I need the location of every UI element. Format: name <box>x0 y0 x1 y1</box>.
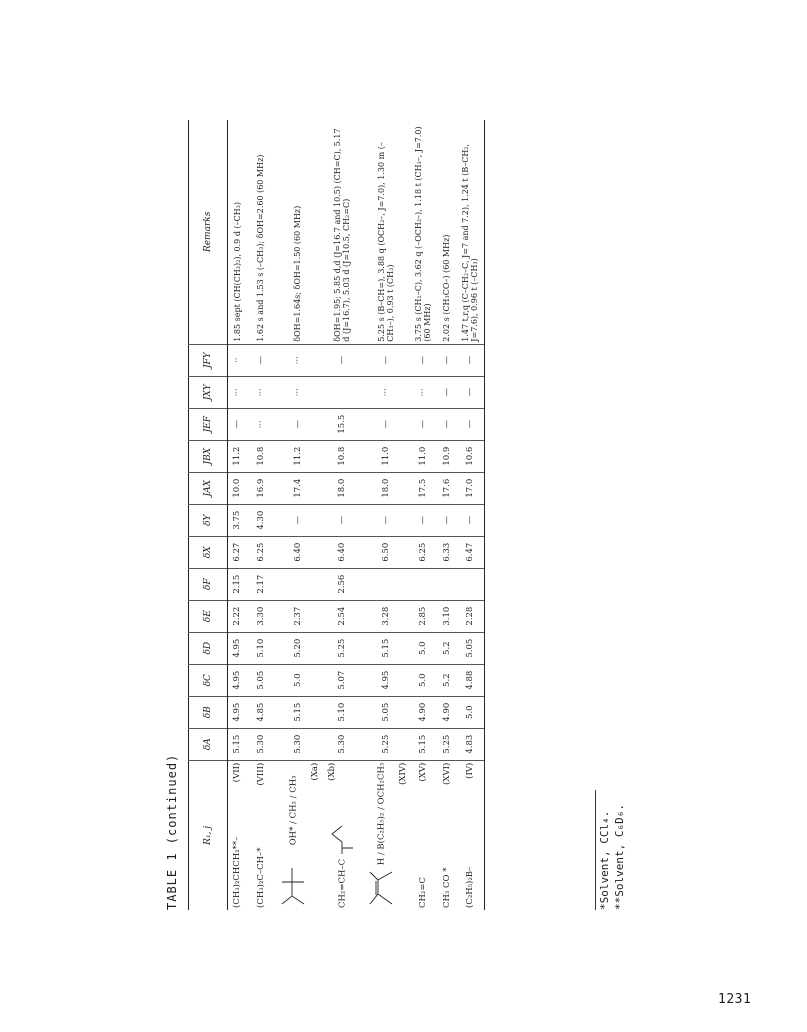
value-cell: ··· <box>275 344 321 376</box>
value-cell: 6.47 <box>456 536 485 568</box>
value-cell: 11.2 <box>228 440 248 472</box>
value-cell: 4.90 <box>409 696 437 728</box>
compound-id: (XVI) <box>441 762 452 785</box>
nmr-data-table <box>188 120 485 910</box>
footnote-divider <box>595 790 596 910</box>
value-cell: 2.17 <box>247 568 275 600</box>
table-row <box>363 120 409 910</box>
value-cell: 3.30 <box>247 600 275 632</box>
value-cell: — <box>228 408 248 440</box>
value-cell: 5.05 <box>363 696 409 728</box>
compound-cell <box>247 760 275 910</box>
col-header-da: δA <box>189 728 228 760</box>
compound-formula: H / B(C₂H₅)₂ / OCH₂CH₃ <box>376 762 387 866</box>
remarks-cell: δOH=1.64s; δOH=1.50 (60 MHz) <box>293 205 303 342</box>
value-cell: 5.25 <box>363 728 409 760</box>
value-cell: 4.88 <box>456 664 485 696</box>
value-cell: 17.0 <box>456 472 485 504</box>
value-cell: 5.0 <box>409 632 437 664</box>
structure-drawing <box>364 868 398 908</box>
value-cell <box>321 376 363 408</box>
rotated-table-block <box>160 115 630 915</box>
compound-cell <box>228 760 248 910</box>
compound-id: (XV) <box>418 762 429 782</box>
page-number: 1231 <box>718 992 752 1007</box>
col-header-jax: JAX <box>189 472 228 504</box>
value-cell: — <box>456 376 485 408</box>
value-cell: 11.0 <box>363 440 409 472</box>
value-cell: ·· <box>228 344 248 376</box>
value-cell: 3.75 <box>228 504 248 536</box>
value-cell: 16.9 <box>247 472 275 504</box>
compound-cell <box>363 760 409 910</box>
value-cell: 3.10 <box>437 600 456 632</box>
value-cell <box>456 568 485 600</box>
value-cell: — <box>363 408 409 440</box>
col-header-de: δE <box>189 600 228 632</box>
value-cell: 10.6 <box>456 440 485 472</box>
value-cell: 4.95 <box>228 664 248 696</box>
value-cell: — <box>437 376 456 408</box>
value-cell: 5.30 <box>321 728 363 760</box>
compound-formula: CH₃ CO * <box>441 867 452 908</box>
value-cell: ··· <box>363 376 409 408</box>
value-cell: 5.20 <box>275 632 321 664</box>
table-title: TABLE 1 (continued) <box>165 753 179 910</box>
col-header-jxy: JXY <box>189 376 228 408</box>
col-header-dx: δX <box>189 536 228 568</box>
value-cell: 5.0 <box>275 664 321 696</box>
compound-formula: CH₂=CH–C <box>337 858 348 908</box>
table-row <box>247 120 275 910</box>
value-cell: 18.0 <box>363 472 409 504</box>
value-cell: — <box>409 344 437 376</box>
value-cell: 6.50 <box>363 536 409 568</box>
value-cell: 4.83 <box>456 728 485 760</box>
value-cell: 17.4 <box>275 472 321 504</box>
table-row <box>321 120 363 910</box>
value-cell: — <box>437 504 456 536</box>
value-cell: — <box>247 344 275 376</box>
value-cell: 5.30 <box>275 728 321 760</box>
value-cell <box>409 568 437 600</box>
value-cell: 17.6 <box>437 472 456 504</box>
col-header-remarks: Remarks <box>189 120 228 344</box>
compound-formula: (C₂H₅)₂B– <box>465 866 476 908</box>
compound-id: (IV) <box>465 762 476 779</box>
structure-drawing <box>327 822 357 856</box>
remarks-cell: 2.02 s (CH₃CO–) (60 MHz) <box>442 234 452 342</box>
value-cell: 5.05 <box>247 664 275 696</box>
value-cell: — <box>456 344 485 376</box>
footnote-solvent-ccl4: *Solvent, CCl₄. <box>598 810 611 910</box>
value-cell: — <box>363 344 409 376</box>
footnote-solvent-c6d6: **Solvent, C₆D₆. <box>612 804 626 910</box>
value-cell: 2.37 <box>275 600 321 632</box>
table-row <box>228 120 248 910</box>
value-cell <box>437 568 456 600</box>
compound-id: (VII) <box>232 762 243 783</box>
value-cell: 10.9 <box>437 440 456 472</box>
value-cell: ··· <box>247 376 275 408</box>
table-row <box>409 120 437 910</box>
value-cell: — <box>437 344 456 376</box>
value-cell: — <box>456 408 485 440</box>
value-cell: ··· <box>409 376 437 408</box>
value-cell <box>363 568 409 600</box>
value-cell: — <box>321 504 363 536</box>
value-cell: 6.40 <box>321 536 363 568</box>
value-cell: 5.0 <box>456 696 485 728</box>
value-cell: 5.2 <box>437 664 456 696</box>
table-row <box>437 120 456 910</box>
value-cell: 5.15 <box>363 632 409 664</box>
value-cell: 5.0 <box>409 664 437 696</box>
compound-cell <box>456 760 485 910</box>
value-cell: 2.56 <box>321 568 363 600</box>
table-row <box>456 120 485 910</box>
compound-id: (Xa) <box>310 762 320 781</box>
table-row <box>275 120 321 910</box>
compound-cell <box>437 760 456 910</box>
value-cell: 17.5 <box>409 472 437 504</box>
compound-formula: (CH₃)₂CHCH₂**– <box>232 836 243 908</box>
value-cell: 2.54 <box>321 600 363 632</box>
col-header-dc: δC <box>189 664 228 696</box>
value-cell: 6.27 <box>228 536 248 568</box>
value-cell: 15.5 <box>321 408 363 440</box>
value-cell: — <box>275 504 321 536</box>
col-header-dd: δD <box>189 632 228 664</box>
value-cell: ··· <box>247 408 275 440</box>
value-cell: 11.0 <box>409 440 437 472</box>
remarks-cell: 3.75 s (CH₂–C), 3.62 q (–OCH₂–), 1.18 t (CH₃–, J=7.0) (60 MHz) <box>413 126 433 342</box>
compound-cell <box>275 760 321 910</box>
value-cell: 10.0 <box>228 472 248 504</box>
value-cell: 5.30 <box>247 728 275 760</box>
compound-formula: (CH₃)₂C–CH–* <box>255 847 266 908</box>
value-cell: 4.90 <box>437 696 456 728</box>
value-cell: 2.15 <box>228 568 248 600</box>
value-cell <box>275 568 321 600</box>
col-header-jbx: JBX <box>189 440 228 472</box>
value-cell: 2.22 <box>228 600 248 632</box>
compound-formula: CH₂=C <box>418 877 429 908</box>
value-cell: 5.25 <box>321 632 363 664</box>
table-header-row <box>189 120 228 910</box>
value-cell: 5.15 <box>275 696 321 728</box>
compound-formula: OH* / CH₂ / CH₃ <box>288 775 299 846</box>
value-cell: 3.28 <box>363 600 409 632</box>
col-header-jef: JEF <box>189 408 228 440</box>
value-cell: 2.85 <box>409 600 437 632</box>
value-cell: 5.07 <box>321 664 363 696</box>
value-cell: 10.8 <box>247 440 275 472</box>
compound-cell <box>409 760 437 910</box>
value-cell: — <box>409 408 437 440</box>
value-cell: 6.40 <box>275 536 321 568</box>
remarks-cell: 1.85 sept (CH(CH₃)₂), 0.9 d (–CH₃) <box>232 201 242 342</box>
value-cell: 6.33 <box>437 536 456 568</box>
col-header-r1j: R₁, j <box>189 760 228 910</box>
remarks-cell: 1.47 t,r,q (C–CH₂–C, J=7 and 7.2), 1.24 t (B–CH₂, J=7.6), 0.96 t (–CH₃) <box>456 120 485 344</box>
footnotes <box>595 790 628 910</box>
value-cell: ··· <box>228 376 248 408</box>
value-cell: 18.0 <box>321 472 363 504</box>
value-cell: 4.95 <box>228 632 248 664</box>
value-cell: 5.25 <box>437 728 456 760</box>
value-cell: — <box>456 504 485 536</box>
remarks-cell: δOH=1.95; 5.85 d,d (J=16.7 and 10.5) (CH=C), 5.17 d (J=16.7), 5.03 d (J=10.5, CH₂=C) <box>332 128 352 342</box>
value-cell: 6.25 <box>409 536 437 568</box>
value-cell: 11.2 <box>275 440 321 472</box>
value-cell: — <box>409 504 437 536</box>
compound-id: (XIV) <box>398 762 409 785</box>
col-header-db: δB <box>189 696 228 728</box>
value-cell: ··· <box>275 376 321 408</box>
value-cell: — <box>437 408 456 440</box>
col-header-jfy: JFY <box>189 344 228 376</box>
value-cell: 5.2 <box>437 632 456 664</box>
compound-cell <box>321 760 363 910</box>
value-cell: 5.05 <box>456 632 485 664</box>
value-cell: 5.15 <box>228 728 248 760</box>
value-cell: — <box>363 504 409 536</box>
value-cell: 10.8 <box>321 440 363 472</box>
value-cell: 4.95 <box>228 696 248 728</box>
col-header-df: δF <box>189 568 228 600</box>
value-cell: 4.85 <box>247 696 275 728</box>
value-cell: 5.10 <box>247 632 275 664</box>
value-cell: 6.25 <box>247 536 275 568</box>
remarks-cell: 1.62 s and 1.53 s (–CH₃); δOH=2.60 (60 MHz) <box>256 154 266 342</box>
value-cell: 4.95 <box>363 664 409 696</box>
compound-id: (Xb) <box>327 762 338 781</box>
value-cell: 5.10 <box>321 696 363 728</box>
value-cell: 4.30 <box>247 504 275 536</box>
remarks-cell: 5.25 s (B–CH=), 3.88 q (OCH₂–, J=7.0), 1.30 m (–CH₃–), 0.93 t (CH₃) <box>376 142 396 342</box>
value-cell: — <box>275 408 321 440</box>
col-header-dy: δY <box>189 504 228 536</box>
value-cell: 2.28 <box>456 600 485 632</box>
structure-drawing <box>276 848 310 908</box>
value-cell: — <box>321 344 363 376</box>
compound-id: (VIII) <box>255 762 266 786</box>
value-cell: 5.15 <box>409 728 437 760</box>
